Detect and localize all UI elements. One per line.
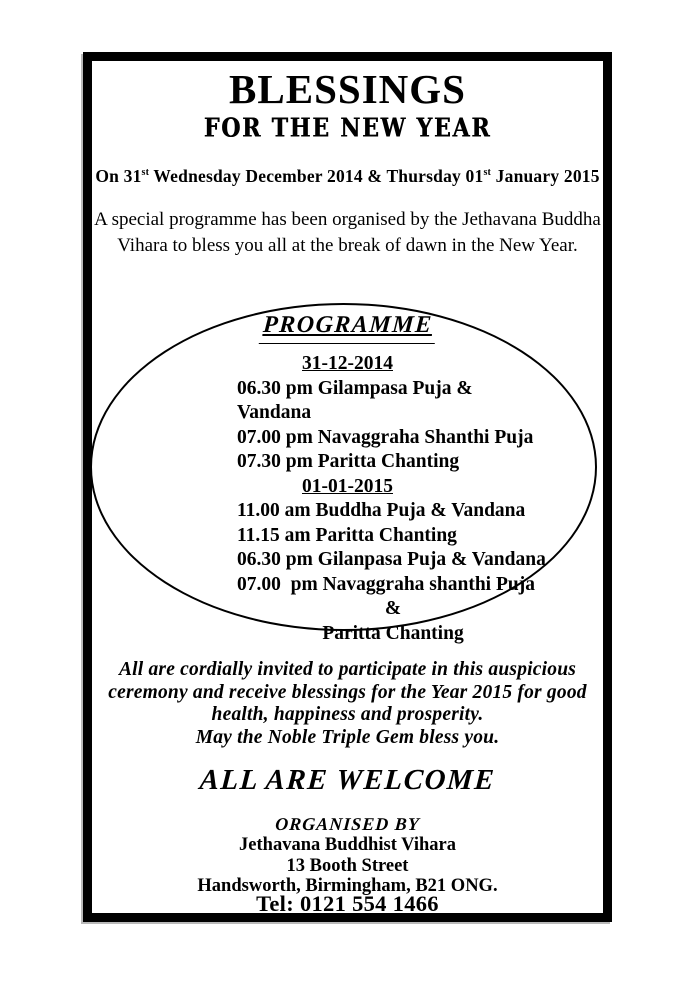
telephone-number: Tel: 0121 554 1466 (256, 891, 439, 916)
schedule-item: 11.15 am Paritta Chanting (237, 524, 457, 546)
organisation-name: Jethavana Buddhist Vihara (239, 835, 456, 855)
invitation-paragraph (92, 659, 603, 749)
invitation-line: All are cordially invited to participate in this auspicious (118, 659, 577, 680)
organisation-city: Handsworth, Birmingham, B21 ONG. (197, 876, 498, 896)
schedule-item: 06.30 pm Gilanpasa Puja & Vandana (237, 549, 546, 570)
date-superscript-2: st (483, 167, 492, 179)
schedule-item: 11.00 am Buddha Puja & Vandana (237, 500, 526, 521)
organisation-address (92, 835, 603, 897)
programme-schedule (92, 352, 603, 646)
event-date-line (92, 165, 603, 187)
schedule-item-last: Paritta Chanting (322, 622, 464, 644)
schedule-item: 07.00 pm Navaggraha shanthi Puja (237, 573, 535, 595)
organisation-street: 13 Booth Street (286, 855, 409, 876)
page-title: BLESSINGS (229, 66, 466, 112)
schedule-items-day2 (237, 499, 549, 646)
schedule-item: 07.30 pm Paritta Chanting (237, 451, 460, 472)
invitation-line: May the Noble Triple Gem bless you. (195, 726, 500, 748)
schedule-item: 06.30 pm Gilampasa Puja & Vandana (237, 377, 478, 423)
schedule-date-day1: 31-12-2014 (302, 353, 393, 374)
intro-paragraph: A special programme has been organised by the Jethavana Buddha Vihara to bless you all at the break of dawn in the New Year. (94, 209, 601, 256)
date-part-2: Wednesday December 2014 & Thursday 01 (149, 166, 484, 186)
schedule-ampersand: & (384, 598, 402, 619)
date-part-3: January 2015 (491, 166, 600, 186)
programme-heading (92, 308, 603, 344)
page-subtitle: FOR THE NEW YEAR (203, 112, 492, 143)
invitation-line: ceremony and receive blessings for the Year 2015 for good (108, 681, 587, 703)
all-are-welcome-heading: ALL ARE WELCOME (198, 764, 497, 796)
organised-by-label: ORGANISED BY (274, 814, 421, 834)
date-superscript-1: st (141, 167, 150, 179)
schedule-item: 07.00 pm Navaggraha Shanthi Puja (237, 426, 534, 448)
invitation-line: health, happiness and prosperity. (211, 704, 484, 725)
schedule-date-day2: 01-01-2015 (302, 475, 393, 497)
flyer-frame (83, 52, 612, 922)
schedule-items-day1 (237, 377, 549, 475)
programme-heading-text: PROGRAMME (258, 308, 436, 344)
date-part-1: On 31 (95, 166, 142, 186)
